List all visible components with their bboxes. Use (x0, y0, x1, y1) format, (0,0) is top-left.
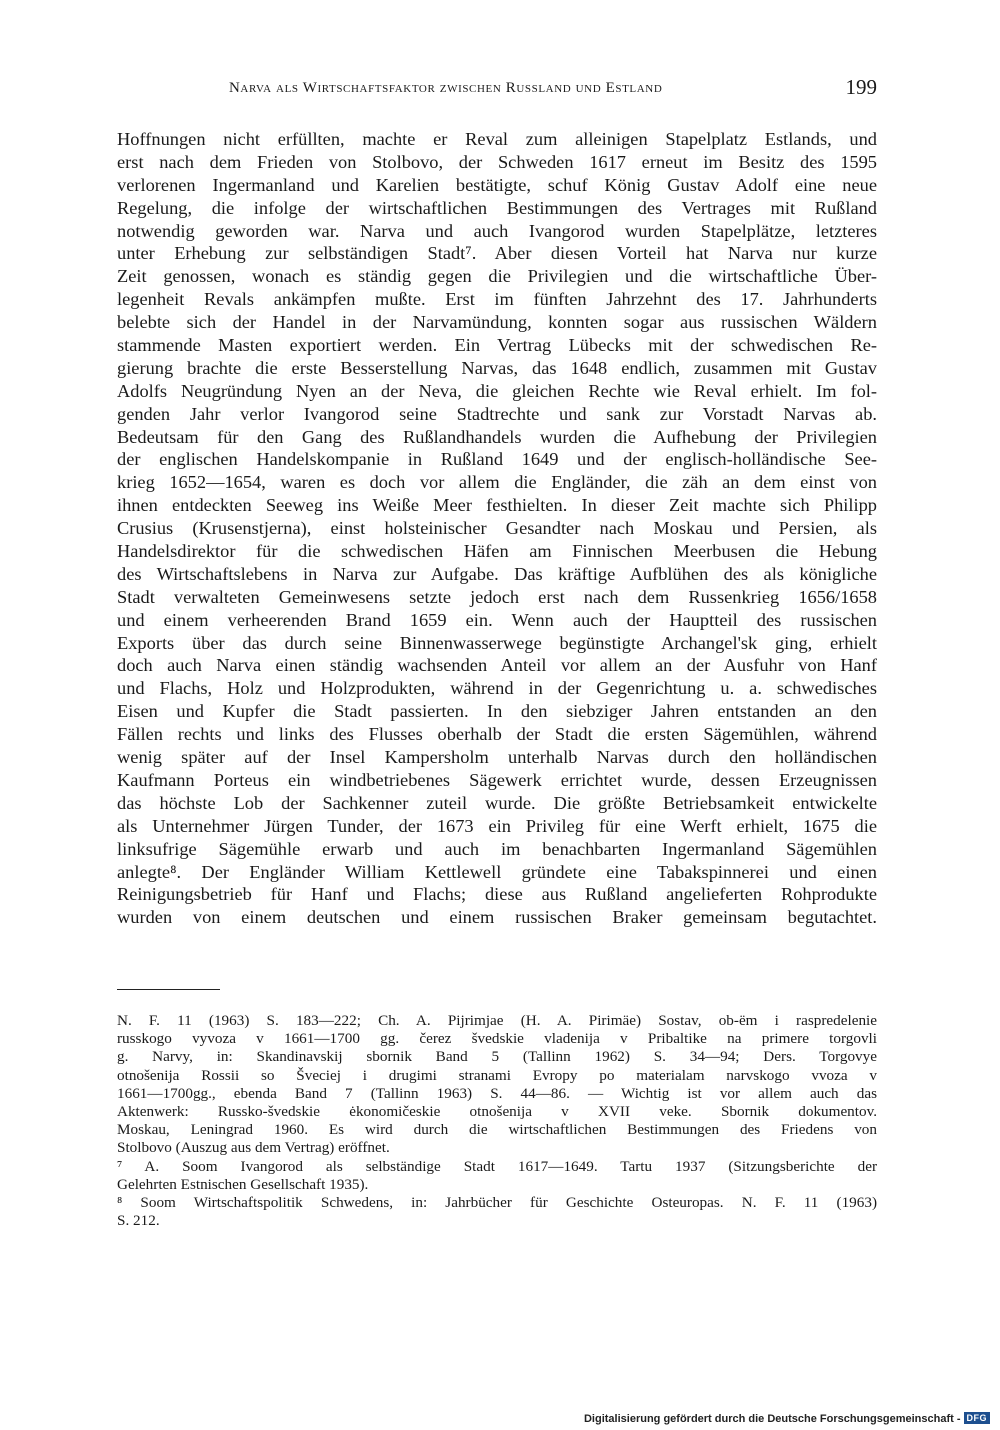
footnote-line: Aktenwerk: Russko-švedskie ėkonomičeskie otnošenija v XVII veke. Sbornik dokumentov. (117, 1102, 877, 1120)
body-line: krieg 1652—1654, waren es doch vor allem die Engländer, die zäh an dem einst von (117, 472, 877, 493)
body-line: notwendig geworden war. Narva und auch Ivangorod wurden Stapelplätze, letzteres (117, 220, 877, 241)
body-line: Exports über das durch seine Binnenwasserwege begünstigte Archangel'sk ging, erhielt (117, 632, 877, 653)
footnote-line: russkogo vyvoza v 1661—1700 gg. čerez švedskie vladenija v Pribaltike na primere torgovli (117, 1030, 877, 1048)
footnote-line: g. Narvy, in: Skandinavskij sbornik Band 5 (Tallinn 1962) S. 34—94; Ders. Torgovye (117, 1048, 877, 1066)
body-line: der englischen Handelskompanie in Rußland 1649 und der englisch-holländische See- (117, 449, 877, 470)
footnote-line: 1661—1700gg., ebenda Band 7 (Tallinn 1963) S. 44—86. — Wichtig ist vor allem auch das (117, 1084, 877, 1102)
body-line: und Flachs, Holz und Holzprodukten, während in der Gegenrichtung u. a. schwedisches (117, 678, 877, 699)
body-line: Fällen rechts und links des Flusses oberhalb der Stadt die ersten Sägemühlen, während (117, 724, 877, 745)
body-line: linksufrige Sägemühle erwarb und auch im benachbarten Ingermanland Sägemühlen (117, 838, 877, 859)
body-line: gierung brachte die erste Besserstellung Narvas, das 1648 endlich, zusammen mit Gustav (117, 357, 877, 378)
footnote-line: N. F. 11 (1963) S. 183—222; Ch. A. Pijrimjae (H. A. Pirimäe) Sostav, ob-ëm i raspredelenie (117, 1012, 877, 1029)
body-line: Zeit genossen, wonach es ständig gegen die Privilegien und die wirtschaftliche Über- (117, 266, 877, 287)
body-line: stammende Masten exportiert werden. Ein Vertrag Lübecks mit der schwedischen Re- (117, 335, 877, 356)
body-line: doch auch Narva einen ständig wachsenden Anteil vor allem an der Ausfuhr von Hanf (117, 655, 877, 676)
dfg-logo: DFG (964, 1412, 991, 1424)
body-line: Crusius (Krusenstjerna), einst holsteinischer Gesandter nach Moskau und Persien, als (117, 518, 877, 539)
body-line: Kaufmann Porteus ein windbetriebenes Sägewerk errichtet wurde, dessen Erzeugnissen (117, 769, 877, 790)
digitization-credit (584, 1412, 990, 1425)
body-text (117, 128, 877, 929)
footnote-line: otnošenija Rossii so Šveciej i drugimi stranami Evropy po materialam narvskogo vvoza v (117, 1066, 877, 1084)
running-header (117, 75, 877, 104)
body-line: wurden von einem deutschen und einem russischen Braker gemeinsam begutachtet. (117, 907, 877, 928)
body-line: des Wirtschaftslebens in Narva zur Aufgabe. Das kräftige Aufblühen des als königliche (117, 563, 877, 584)
footnote-line: Moskau, Leningrad 1960. Es wird durch die wirtschaftlichen Bestimmungen des Friedens von (117, 1121, 877, 1139)
body-line: als Unternehmer Jürgen Tunder, der 1673 ein Privileg für eine Werft erhielt, 1675 die (117, 815, 877, 836)
footnote-line: S. 212. (117, 1212, 160, 1230)
body-line: genden Jahr verlor Ivangorod seine Stadtrechte und sank zur Vorstadt Narvas ab. (117, 403, 877, 424)
body-line: belebte sich der Handel in der Narvamündung, konnten sogar aus russischen Wäldern (117, 312, 877, 333)
body-line: wenig später auf der Insel Kampersholm unterhalb Narvas durch den holländischen (117, 747, 877, 768)
footnote-7: ⁷ A. Soom Ivangorod als selbständige Stadt 1617—1649. Tartu 1937 (Sitzungsberichte der (117, 1157, 877, 1175)
body-line: Adolfs Neugründung Nyen an der Neva, die gleichen Rechte wie Reval erhielt. Im fol- (117, 380, 877, 401)
body-line: verlorenen Ingermanland und Karelien bestätigte, schuf König Gustav Adolf eine neue (117, 174, 877, 195)
footnote-8: ⁸ Soom Wirtschaftspolitik Schwedens, in: Jahrbücher für Geschichte Osteuropas. N. F. 11 (1963) (117, 1193, 877, 1211)
body-line: Handelsdirektor für die schwedischen Häfen am Finnischen Meerbusen die Hebung (117, 541, 877, 562)
body-line: anlegte⁸. Der Engländer William Kettlewell gründete eine Tabakspinnerei und einen (117, 861, 877, 882)
body-line: Reinigungsbetrieb für Hanf und Flachs; diese aus Rußland angelieferten Rohprodukte (117, 884, 877, 905)
footnotes (117, 1012, 877, 1230)
body-line: Regelung, die infolge der wirtschaftlichen Bestimmungen des Vertrages mit Rußland (117, 197, 877, 218)
body-line: legenheit Revals ankämpfen mußte. Erst im fünften Jahrzehnt des 17. Jahrhunderts (117, 289, 877, 310)
footnote-line: Stolbovo (Auszug aus dem Vertrag) eröffnet. (117, 1139, 390, 1157)
footnote-separator (117, 989, 220, 990)
body-line: Bedeutsam für den Gang des Rußlandhandels wurden die Aufhebung der Privilegien (117, 426, 877, 447)
body-line: das höchste Lob der Sachkenner zuteil wurde. Die größte Betriebsamkeit entwickelte (117, 792, 877, 813)
body-line: Eisen und Kupfer die Stadt passierten. In den siebziger Jahren entstanden an den (117, 701, 877, 722)
page-number: 199 (845, 75, 877, 99)
running-title: Narva als Wirtschaftsfaktor zwischen Russland und Estland (229, 80, 663, 96)
body-line: Stadt verwalteten Gemeinwesens setzte jedoch erst nach dem Russenkrieg 1656/1658 (117, 586, 877, 607)
body-line: erst nach dem Frieden von Stolbovo, der Schweden 1617 erneut im Besitz des 1595 (117, 151, 877, 172)
body-line: ihnen entdeckten Seeweg ins Weiße Meer festhielten. In dieser Zeit machte sich Philipp (117, 495, 877, 516)
body-line: und einem verheerenden Brand 1659 ein. Wenn auch der Hauptteil des russischen (117, 609, 877, 630)
body-line: unter Erhebung zur selbständigen Stadt⁷. Aber diesen Vorteil hat Narva nur kurze (117, 243, 877, 264)
credit-text: Digitalisierung gefördert durch die Deutsche Forschungsgemeinschaft - (583, 1413, 961, 1425)
body-line: Hoffnungen nicht erfüllten, machte er Reval zum alleinigen Stapelplatz Estlands, und (117, 129, 877, 149)
footnote-line: Gelehrten Estnischen Gesellschaft 1935). (117, 1175, 369, 1193)
